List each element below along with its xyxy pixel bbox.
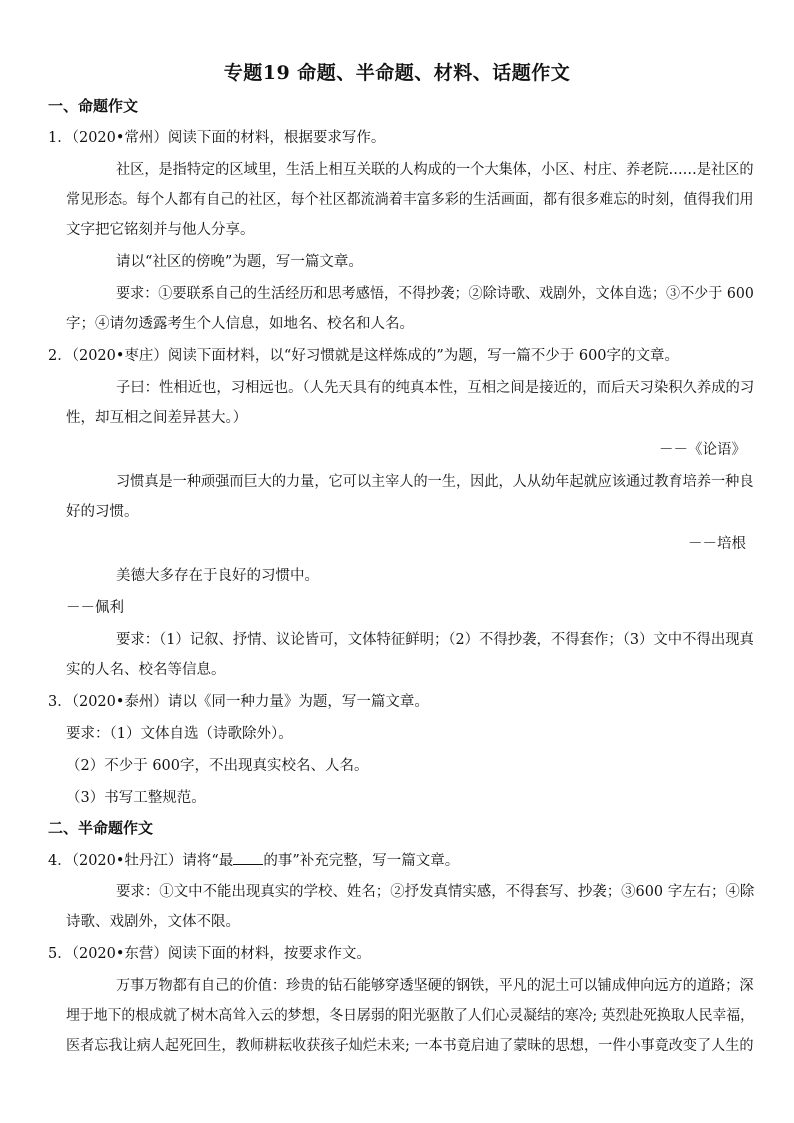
page-title: 专题19 命题、半命题、材料、话题作文 <box>223 62 571 84</box>
q4-header-start: 4．（2020•牡丹江）请将“最 <box>48 853 234 869</box>
q2-quote-line: 习惯真是一种顽强而巨大的力量，它可以主宰人的一生，因此，人从幼年起就应该通过教育培养一种良 <box>116 474 754 490</box>
q3-requirements-line: （3）书写工整规范。 <box>66 790 206 806</box>
q2-source: －－《论语》 <box>659 442 746 458</box>
q2-quote-line: 好的习惯。 <box>66 504 139 520</box>
q4-header-end: 的事”补充完整，写一篇文章。 <box>263 853 460 869</box>
q5-paragraph-line: 万事万物都有自己的价值：珍贵的钻石能够穿透坚硬的钢铁，平凡的泥土可以铺成伸向远方的道路；深 <box>116 978 754 994</box>
fill-in-blank <box>233 850 263 865</box>
q3-requirements-line: 要求：（1）文体自选（诗歌除外）。 <box>66 726 293 742</box>
q2-source: －－佩利 <box>66 600 124 616</box>
q2-source: －－培根 <box>688 536 746 552</box>
q3-header: 3．（2020•泰州）请以《同一种力量》为题，写一篇文章。 <box>48 694 429 710</box>
q2-quote-line: 美德大多存在于良好的习惯中。 <box>116 568 319 584</box>
q1-requirements-line: 字；④请勿透露考生个人信息，如地名、校名和人名。 <box>66 316 414 332</box>
q5-header: 5．（2020•东营）阅读下面的材料，按要求作文。 <box>48 946 371 962</box>
q4-requirements-line: 要求：①文中不能出现真实的学校、姓名；②抒发真情实感，不得套写、抄袭；③600 字左右；④除 <box>116 884 755 900</box>
q5-paragraph-line: 埋于地下的根成就了树木高耸入云的梦想，冬日孱弱的阳光驱散了人们心灵凝结的寒冷; 英烈赴死换取人民幸福， <box>66 1008 754 1024</box>
section-heading-1: 一、命题作文 <box>48 97 139 115</box>
q2-quote-line: 性，却互相之间差异甚大。） <box>66 410 248 426</box>
q5-paragraph-line: 医者忘我让病人起死回生，教师耕耘收获孩子灿烂未来; 一本书竟启迪了蒙昧的思想，一件小事竟改变了人生的 <box>66 1038 754 1054</box>
q3-requirements-line: （2）不少于 600字，不出现真实校名、人名。 <box>66 758 369 774</box>
q1-paragraph-line: 常见形态。每个人都有自己的社区，每个社区都流淌着丰富多彩的生活画面，都有很多难忘的时刻，值得我们用 <box>66 192 754 208</box>
q2-quote-line: 子曰：性相近也，习相远也。（人先天具有的纯真本性，互相之间是接近的，而后天习染积久养成的习 <box>116 380 755 396</box>
q1-paragraph-line: 社区，是指特定的区域里，生活上相互关联的人构成的一个大集体，小区、村庄、养老院……是社区的 <box>116 162 754 178</box>
q4-header <box>48 850 459 871</box>
q1-prompt: 请以“社区的傍晚”为题，写一篇文章。 <box>116 254 363 270</box>
q1-paragraph-line: 文字把它铭刻并与他人分享。 <box>66 222 255 238</box>
q1-header: 1．（2020•常州）阅读下面的材料，根据要求写作。 <box>48 130 386 146</box>
q2-requirements-line: 要求：（1）记叙、抒情、议论皆可，文体特征鲜明；（2）不得抄袭，不得套作；（3）文中不得出现真 <box>116 632 754 648</box>
q2-header: 2．（2020•枣庄）阅读下面材料，以“好习惯就是这样炼成的”为题，写一篇不少于 600字的文章。 <box>48 348 680 364</box>
q1-requirements-line: 要求：①要联系自己的生活经历和思考感悟，不得抄袭；②除诗歌、戏剧外，文体自选；③不少于 600 <box>116 286 754 302</box>
q2-requirements-line: 实的人名、校名等信息。 <box>66 662 226 678</box>
section-heading-2: 二、半命题作文 <box>48 819 154 837</box>
q4-requirements-line: 诗歌、戏剧外，文体不限。 <box>66 914 240 930</box>
